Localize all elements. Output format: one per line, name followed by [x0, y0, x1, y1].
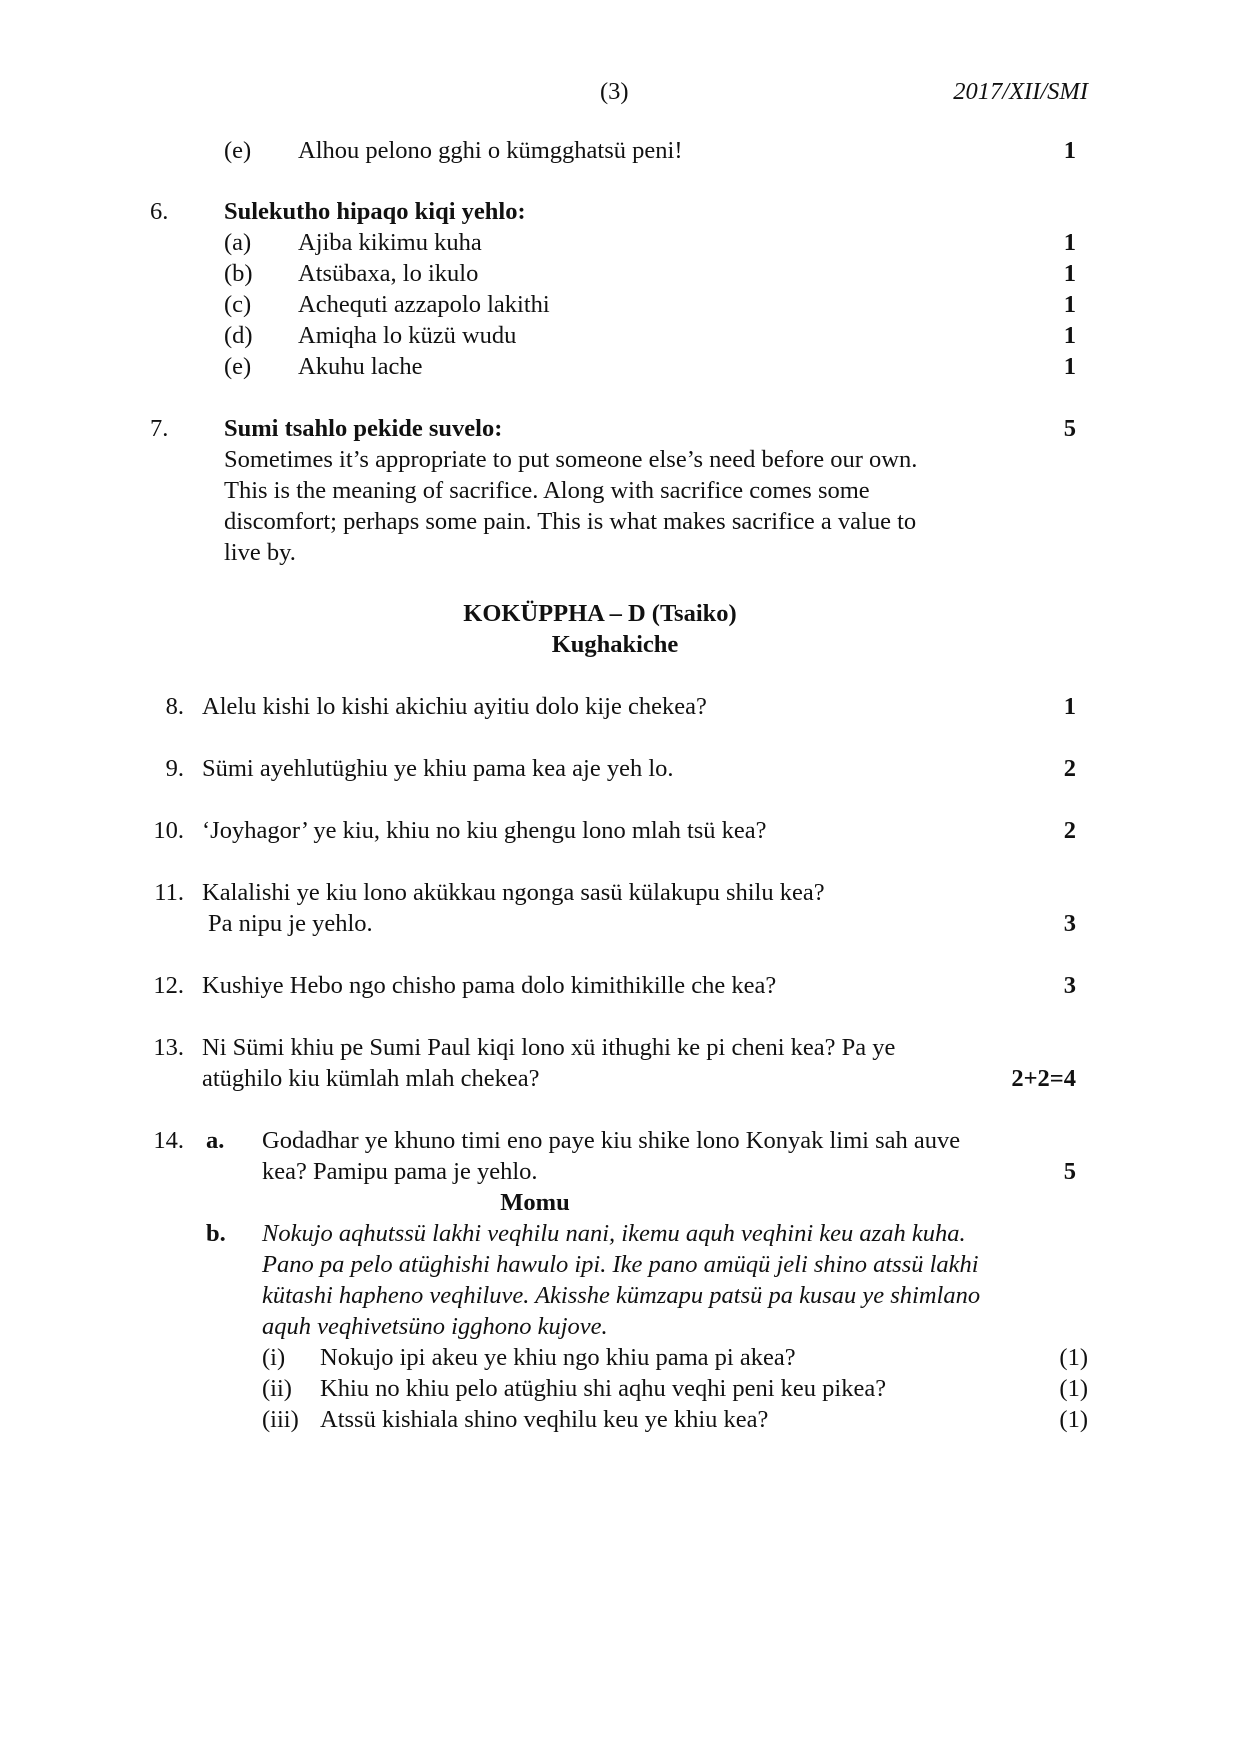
q10-text: ‘Joyhagor’ ye kiu, khiu no kiu ghengu lono mlah tsü kea?: [202, 817, 767, 844]
q9-text: Sümi ayehlutüghiu ye khiu pama kea aje yeh lo.: [202, 755, 674, 782]
q6-item-text: Akuhu lache: [298, 353, 423, 380]
q9-marks: 2: [1063, 755, 1076, 782]
q6-item-marks: 1: [1063, 322, 1076, 349]
q12-number: 12.: [153, 972, 184, 999]
q14b-label: b.: [206, 1220, 226, 1247]
q14a-text-line2: kea? Pamipu pama je yehlo.: [262, 1158, 538, 1185]
q7-passage-line: live by.: [224, 539, 296, 566]
q6-item-text: Ajiba kikimu kuha: [298, 229, 482, 256]
q14b-sub-marks: (1): [1059, 1344, 1088, 1371]
q14a-marks: 5: [1063, 1158, 1076, 1185]
q6-item-marks: 1: [1063, 291, 1076, 318]
q14b-sub-marks: (1): [1059, 1375, 1088, 1402]
q6-item-label: (e): [224, 353, 252, 380]
q12-text: Kushiye Hebo ngo chisho pama dolo kimithikille che kea?: [202, 972, 777, 999]
q13-text-line2: atüghilo kiu kümlah mlah chekea?: [202, 1065, 540, 1092]
q14-number: 14.: [153, 1127, 184, 1154]
q6-item-text: Achequti azzapolo lakithi: [298, 291, 550, 318]
q7-passage-line: This is the meaning of sacrifice. Along with sacrifice comes some: [224, 477, 870, 504]
q14b-sub-text: Nokujo ipi akeu ye khiu ngo khiu pama pi akea?: [320, 1344, 796, 1371]
q13-number: 13.: [153, 1034, 184, 1061]
q7-title: Sumi tsahlo pekide suvelo:: [224, 415, 503, 442]
q11-text-line2: Pa nipu je yehlo.: [208, 910, 373, 937]
q14a-label: a.: [206, 1127, 225, 1154]
q9-number: 9.: [165, 755, 184, 782]
q14b-passage-line: Pano pa pelo atüghishi hawulo ipi. Ike pano amüqü jeli shino atssü lakhi: [262, 1251, 979, 1278]
q14b-sub-text: Atssü kishiala shino veqhilu keu ye khiu kea?: [320, 1406, 769, 1433]
q12-marks: 3: [1063, 972, 1076, 999]
q6-item-text: Atsübaxa, lo ikulo: [298, 260, 479, 287]
q10-number: 10.: [153, 817, 184, 844]
section-subtitle: Kughakiche: [551, 631, 679, 658]
q6-item-text: Amiqha lo küzü wudu: [298, 322, 517, 349]
q11-number: 11.: [154, 879, 184, 906]
section-title: KOKÜPPHA – D (Tsaiko): [463, 600, 737, 627]
q13-marks: 2+2=4: [1011, 1065, 1076, 1092]
q8-marks: 1: [1063, 693, 1076, 720]
q14b-sub-label: (ii): [262, 1375, 292, 1402]
q14b-sub-label: (iii): [262, 1406, 299, 1433]
paper-code: 2017/XII/SMI: [953, 78, 1088, 105]
q14b-passage-line: aquh veqhivetsüno igghono kujove.: [262, 1313, 608, 1340]
q14b-sub-marks: (1): [1059, 1406, 1088, 1433]
q11-text-line1: Kalalishi ye kiu lono akükkau ngonga sasü külakupu shilu kea?: [202, 879, 825, 906]
q5e-text: Alhou pelono gghi o kümgghatsü peni!: [298, 137, 683, 164]
q5e-label: (e): [224, 137, 252, 164]
q6-item-label: (a): [224, 229, 252, 256]
q6-item-marks: 1: [1063, 353, 1076, 380]
q14a-text-line1: Godadhar ye khuno timi eno paye kiu shike lono Konyak limi sah auve: [262, 1127, 961, 1154]
q14b-passage-line: Nokujo aqhutssü lakhi veqhilu nani, ikemu aquh veqhini keu azah kuha.: [262, 1220, 966, 1247]
q7-passage-line: discomfort; perhaps some pain. This is what makes sacrifice a value to: [224, 508, 917, 535]
page-number: (3): [600, 78, 629, 105]
q7-marks: 5: [1063, 415, 1076, 442]
q11-marks: 3: [1063, 910, 1076, 937]
q13-text-line1: Ni Sümi khiu pe Sumi Paul kiqi lono xü ithughi ke pi cheni kea? Pa ye: [202, 1034, 896, 1061]
q7-passage-line: Sometimes it’s appropriate to put someone else’s need before our own.: [224, 446, 918, 473]
q6-item-label: (c): [224, 291, 252, 318]
or-divider: Momu: [500, 1189, 570, 1216]
q7-number: 7.: [150, 415, 169, 442]
q6-title: Sulekutho hipaqo kiqi yehlo:: [224, 198, 526, 225]
q14b-sub-text: Khiu no khiu pelo atüghiu shi aqhu veqhi peni keu pikea?: [320, 1375, 887, 1402]
q6-number: 6.: [150, 198, 169, 225]
q6-item-marks: 1: [1063, 260, 1076, 287]
q6-item-label: (d): [224, 322, 253, 349]
q14b-sub-label: (i): [262, 1344, 286, 1371]
q8-text: Alelu kishi lo kishi akichiu ayitiu dolo kije chekea?: [202, 693, 707, 720]
q14b-passage-line: kütashi hapheno veqhiluve. Akisshe kümzapu patsü pa kusau ye shimlano: [262, 1282, 981, 1309]
q5e-marks: 1: [1063, 137, 1076, 164]
q6-item-label: (b): [224, 260, 253, 287]
q6-item-marks: 1: [1063, 229, 1076, 256]
q8-number: 8.: [165, 693, 184, 720]
q10-marks: 2: [1063, 817, 1076, 844]
